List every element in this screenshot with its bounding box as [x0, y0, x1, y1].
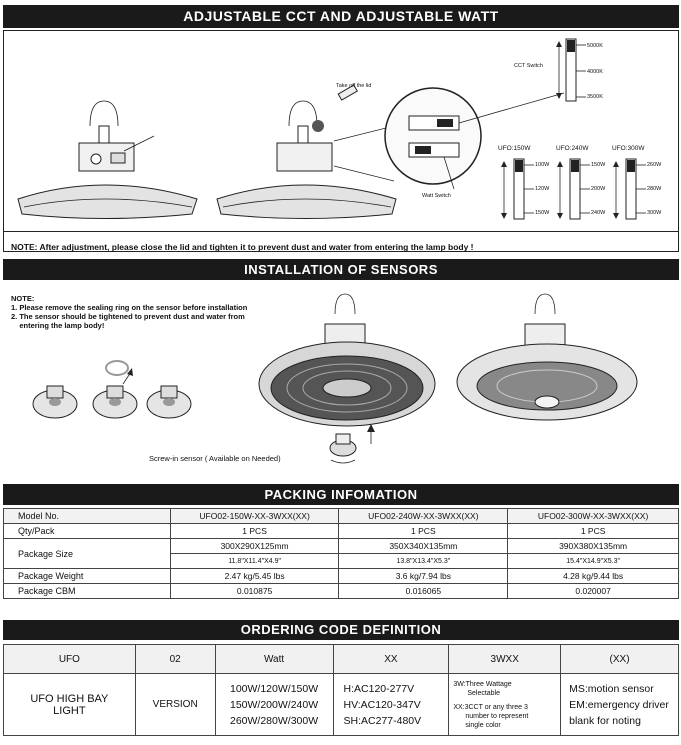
ordering-header-version: 02	[135, 645, 215, 674]
cct-level-5000: 5000K	[587, 43, 603, 49]
cct-level-4000: 4000K	[587, 69, 603, 75]
cct-switch-graphic	[556, 39, 586, 101]
watt-switch-graphics	[501, 159, 646, 219]
ordering-cct-opt2b: number to represent	[465, 712, 529, 720]
packing-cbm-label: Package CBM	[4, 584, 171, 599]
watt-300-level-3: 300W	[647, 210, 662, 216]
ordering-header-xx: XX	[333, 645, 449, 674]
packing-size-mm-150: 300X290X125mm	[170, 539, 339, 554]
take-off-lid-label: Take off the lid	[336, 83, 372, 89]
sealing-ring	[106, 361, 128, 375]
packing-header-300w: UFO02-300W-XX-3WXX(XX)	[508, 509, 679, 524]
ordering-cct-opt1: 3W:Three Wattage	[453, 680, 512, 688]
lamp-illustration-2	[217, 85, 396, 218]
packing-size-row-mm	[4, 539, 679, 554]
ordering-cct-opt1b: Selectable	[467, 689, 501, 697]
ordering-table-wrap	[3, 644, 679, 736]
ordering-watt-2: 150W/200W/240W	[230, 698, 319, 711]
watt-model-300: UFO:300W	[612, 145, 645, 152]
ordering-header-options: (XX)	[561, 645, 679, 674]
ordering-value-row	[4, 674, 679, 736]
packing-header-row	[4, 509, 679, 524]
packing-title: PACKING INFOMATION	[264, 487, 418, 502]
watt-model-150: UFO:150W	[498, 145, 531, 152]
packing-weight-label: Package Weight	[4, 569, 171, 584]
packing-weight-240: 3.6 kg/7.94 lbs	[339, 569, 508, 584]
watt-240-level-1: 150W	[591, 162, 606, 168]
cct-section-frame	[3, 30, 679, 252]
ordering-header-3wxx: 3WXX	[449, 645, 561, 674]
switch-zoom-circle	[385, 88, 564, 189]
sensor-section-frame	[3, 284, 679, 478]
lamp-illustration-1	[18, 101, 197, 219]
ordering-table	[3, 644, 679, 736]
packing-size-mm-300: 390X380X135mm	[508, 539, 679, 554]
packing-title-bar	[3, 484, 679, 505]
ordering-cct-opt2c: single color	[465, 721, 501, 729]
cct-section-title: ADJUSTABLE CCT AND ADJUSTABLE WATT	[183, 8, 499, 24]
ordering-header-ufo: UFO	[4, 645, 136, 674]
packing-weight-150: 2.47 kg/5.45 lbs	[170, 569, 339, 584]
packing-table	[3, 508, 679, 599]
packing-header-150w: UFO02-150W-XX-3WXX(XX)	[170, 509, 339, 524]
sensor-section-title: INSTALLATION OF SENSORS	[244, 262, 438, 277]
packing-cbm-300: 0.020007	[508, 584, 679, 599]
cct-section-title-bar	[3, 5, 679, 28]
sensor-note-title: NOTE:	[11, 294, 35, 303]
ordering-option-list	[561, 674, 679, 736]
packing-cbm-row	[4, 584, 679, 599]
cct-illustration	[4, 31, 678, 253]
packing-header-model: Model No.	[4, 509, 171, 524]
ordering-title: ORDERING CODE DEFINITION	[240, 622, 442, 637]
screw-in-sensor-caption: Screw-in sensor ( Available on Needed)	[149, 454, 281, 463]
watt-150-level-1: 100W	[535, 162, 550, 168]
lamp-underside-installed	[457, 294, 637, 420]
watt-model-240: UFO:240W	[556, 145, 589, 152]
packing-size-in-150: 11.8"X11.4"X4.9"	[170, 554, 339, 569]
ordering-voltage-2: HV:AC120-347V	[343, 698, 421, 711]
packing-qty-240: 1 PCS	[339, 524, 508, 539]
ordering-product: UFO HIGH BAY LIGHT	[4, 674, 136, 736]
cct-level-3500: 3500K	[587, 94, 603, 100]
watt-150-level-2: 120W	[535, 186, 550, 192]
packing-qty-150: 1 PCS	[170, 524, 339, 539]
packing-size-in-240: 13.8"X13.4"X5.3"	[339, 554, 508, 569]
ordering-voltage-3: SH:AC277-480V	[343, 714, 422, 727]
packing-qty-label: Qty/Pack	[4, 524, 171, 539]
cct-note-row	[4, 231, 678, 252]
sensor-section-title-bar	[3, 259, 679, 280]
sensor-illustration	[3, 284, 679, 478]
packing-size-mm-240: 350X340X135mm	[339, 539, 508, 554]
packing-cbm-150: 0.010875	[170, 584, 339, 599]
watt-300-level-2: 280W	[647, 186, 662, 192]
ordering-voltage-1: H:AC120-277V	[343, 682, 415, 695]
ordering-option-1: MS:motion sensor	[569, 682, 654, 695]
packing-weight-300: 4.28 kg/9.44 lbs	[508, 569, 679, 584]
packing-qty-row	[4, 524, 679, 539]
ordering-title-bar	[3, 620, 679, 640]
ordering-version: VERSION	[135, 674, 215, 736]
watt-switch-label: Watt Switch	[422, 193, 451, 199]
watt-240-level-3: 240W	[591, 210, 606, 216]
packing-size-label: Package Size	[4, 539, 171, 569]
ordering-voltage-list	[333, 674, 449, 736]
ordering-cct-options	[449, 674, 561, 736]
watt-240-level-2: 200W	[591, 186, 606, 192]
packing-size-in-300: 15.4"X14.9"X5.3"	[508, 554, 679, 569]
sensor-note-line-3: entering the lamp body!	[11, 321, 105, 330]
cct-note-text: NOTE: After adjustment, please close the lid and tighten it to prevent dust and water from entering the lamp body !	[11, 242, 474, 252]
sensor-note-line-1: 1. Please remove the sealing ring on the sensor before installation	[11, 303, 248, 312]
packing-weight-row	[4, 569, 679, 584]
watt-300-level-1: 260W	[647, 162, 662, 168]
ordering-option-3: blank for noting	[569, 714, 641, 727]
packing-table-wrap	[3, 508, 679, 599]
ordering-watt-3: 260W/280W/300W	[230, 714, 319, 727]
ordering-watt-1: 100W/120W/150W	[230, 682, 319, 695]
watt-150-level-3: 150W	[535, 210, 550, 216]
ordering-cct-opt2: XX:3CCT or any three 3	[453, 703, 528, 711]
packing-qty-300: 1 PCS	[508, 524, 679, 539]
sensor-note-line-2: 2. The sensor should be tightened to prevent dust and water from	[11, 312, 245, 321]
lamp-underside-with-sensor	[259, 294, 435, 426]
ordering-header-row	[4, 645, 679, 674]
packing-cbm-240: 0.016065	[339, 584, 508, 599]
sensor-units	[33, 386, 191, 418]
ordering-option-2: EM:emergency driver	[569, 698, 669, 711]
ordering-header-watt: Watt	[215, 645, 333, 674]
ordering-watt-list	[215, 674, 333, 736]
packing-header-240w: UFO02-240W-XX-3WXX(XX)	[339, 509, 508, 524]
cct-switch-label: CCT Switch	[514, 63, 543, 69]
